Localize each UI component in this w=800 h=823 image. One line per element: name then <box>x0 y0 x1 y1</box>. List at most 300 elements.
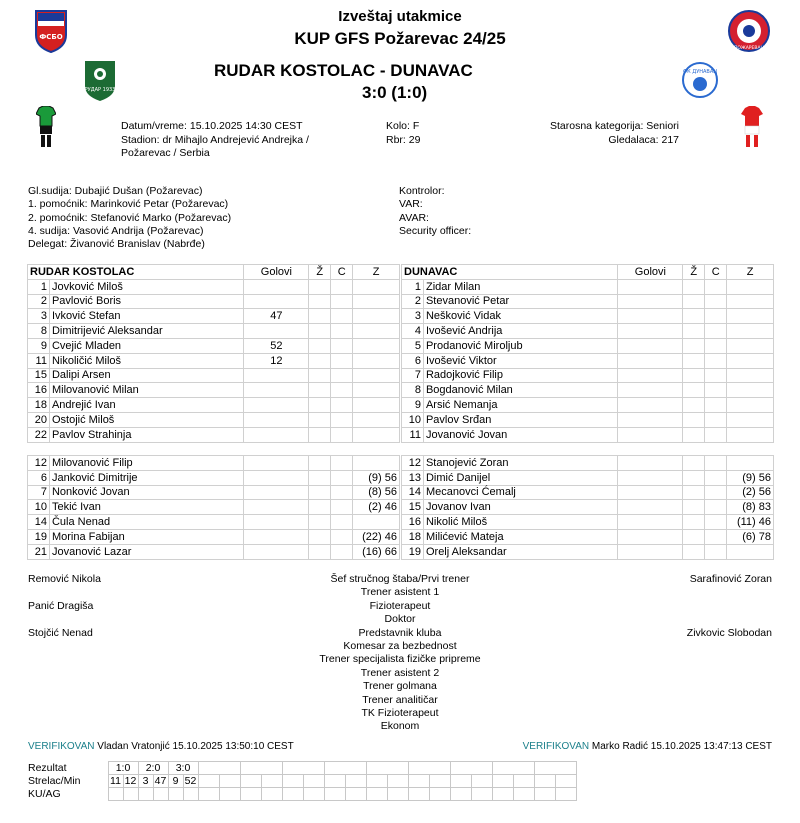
player-number: 4 <box>402 324 424 339</box>
player-second-yellow <box>331 294 353 309</box>
player-second-yellow <box>705 368 727 383</box>
player-row <box>28 485 400 500</box>
player-yellow-card <box>683 515 705 530</box>
player-yellow-card <box>683 368 705 383</box>
player-substitution <box>353 368 400 383</box>
officials-left <box>28 185 231 251</box>
official-delegate: Delegat: Živanović Branislav (Nabrđe) <box>28 238 205 251</box>
player-second-yellow <box>705 456 727 471</box>
away-club-logo-text: ФК ДУНАВАЦ <box>682 69 718 75</box>
player-substitution <box>727 398 774 413</box>
player-goals <box>618 368 683 383</box>
official-referee: Gl.sudija: Dubajić Dušan (Požarevac) <box>28 185 203 197</box>
goals-header: Golovi <box>618 265 683 280</box>
player-second-yellow <box>705 338 727 353</box>
away-kit-icon <box>741 106 763 148</box>
yellow-card-header: Ž <box>309 265 331 280</box>
player-name: Dimitrijević Aleksandar <box>49 324 244 339</box>
player-yellow-card <box>683 279 705 294</box>
player-goals: 47 <box>244 309 309 324</box>
ku-ag-row <box>28 788 576 801</box>
player-row <box>28 398 400 413</box>
player-name: Ostojić Miloš <box>49 412 244 427</box>
scorer-cell <box>534 775 555 788</box>
player-number: 9 <box>28 338 50 353</box>
player-substitution <box>353 294 400 309</box>
officials-right <box>399 185 471 238</box>
player-yellow-card <box>309 353 331 368</box>
player-row <box>28 383 400 398</box>
player-row <box>402 544 774 559</box>
player-goals <box>244 412 309 427</box>
player-name: Pavlović Boris <box>49 294 244 309</box>
ku-ag-cell <box>138 788 153 801</box>
player-second-yellow <box>331 515 353 530</box>
player-second-yellow <box>331 368 353 383</box>
result-score <box>240 762 282 775</box>
player-number: 11 <box>28 353 50 368</box>
scorer-cell <box>219 775 240 788</box>
home-verification <box>28 741 294 752</box>
player-number: 10 <box>28 500 50 515</box>
player-row <box>402 324 774 339</box>
player-yellow-card <box>683 398 705 413</box>
player-yellow-card <box>309 279 331 294</box>
player-substitution <box>727 544 774 559</box>
player-number: 16 <box>28 383 50 398</box>
player-name: Ivošević Andrija <box>423 324 617 339</box>
ku-ag-cell <box>387 788 408 801</box>
home-physio: Panić Dragiša <box>28 600 94 612</box>
player-yellow-card <box>683 383 705 398</box>
away-verified-label: VERIFIKOVAN <box>522 741 590 752</box>
player-row <box>28 470 400 485</box>
scorer-cell <box>471 775 492 788</box>
player-substitution: (6) 78 <box>727 529 774 544</box>
player-substitution: (9) 56 <box>727 470 774 485</box>
table-header-row <box>28 265 400 280</box>
player-goals <box>244 544 309 559</box>
player-second-yellow <box>331 324 353 339</box>
player-substitution: (22) 46 <box>352 529 399 544</box>
player-substitution <box>727 353 774 368</box>
result-score <box>324 762 366 775</box>
player-row <box>28 544 400 559</box>
player-goals <box>618 485 683 500</box>
player-second-yellow <box>705 398 727 413</box>
ku-ag-cell <box>303 788 324 801</box>
player-name: Radojković Filip <box>423 368 617 383</box>
player-yellow-card <box>683 500 705 515</box>
player-second-yellow <box>331 338 353 353</box>
player-number: 19 <box>28 529 50 544</box>
player-second-yellow <box>705 353 727 368</box>
player-number: 7 <box>28 485 50 500</box>
player-goals <box>618 470 683 485</box>
player-name: Nonković Jovan <box>49 485 244 500</box>
player-row <box>402 515 774 530</box>
match-score: 3:0 (1:0) <box>362 83 428 102</box>
player-substitution <box>727 412 774 427</box>
player-yellow-card <box>309 309 331 324</box>
home-subs-table <box>27 455 400 560</box>
player-yellow-card <box>309 515 331 530</box>
player-name: Pavlov Strahinja <box>49 427 244 442</box>
player-second-yellow <box>705 383 727 398</box>
ku-ag-cell <box>198 788 219 801</box>
result-grid-label: Rezultat <box>28 762 67 774</box>
player-yellow-card <box>683 456 705 471</box>
player-yellow-card <box>683 470 705 485</box>
player-substitution: (16) 66 <box>352 544 399 559</box>
player-second-yellow <box>331 398 353 413</box>
ku-ag-cell <box>123 788 138 801</box>
player-substitution <box>353 398 400 413</box>
scorer-cell: 3 <box>138 775 153 788</box>
player-row <box>402 398 774 413</box>
player-number: 15 <box>402 500 424 515</box>
away-club-logo <box>682 60 718 100</box>
player-second-yellow <box>705 427 727 442</box>
home-club-logo-text: РУДАР 1933 <box>84 87 116 93</box>
player-second-yellow <box>331 529 353 544</box>
result-score <box>450 762 492 775</box>
staff-role: Doktor <box>384 613 416 626</box>
match-title: RUDAR KOSTOLAC - DUNAVAC <box>214 61 473 80</box>
player-number: 21 <box>28 544 50 559</box>
player-number: 20 <box>28 412 50 427</box>
player-name: Arsić Nemanja <box>423 398 617 413</box>
player-second-yellow <box>705 500 727 515</box>
ku-ag-cell <box>534 788 555 801</box>
player-yellow-card <box>683 309 705 324</box>
player-yellow-card <box>309 529 331 544</box>
player-substitution <box>353 427 400 442</box>
player-goals <box>244 529 309 544</box>
player-second-yellow <box>705 470 727 485</box>
player-yellow-card <box>309 427 331 442</box>
player-substitution <box>727 427 774 442</box>
away-club-rep: Zivkovic Slobodan <box>686 627 772 639</box>
player-second-yellow <box>705 279 727 294</box>
player-goals <box>244 279 309 294</box>
player-row <box>402 470 774 485</box>
player-yellow-card <box>683 324 705 339</box>
player-substitution: (8) 56 <box>352 485 399 500</box>
player-substitution <box>353 309 400 324</box>
rbr: Rbr: 29 <box>386 134 421 146</box>
staff-role: Komesar za bezbednost <box>343 640 457 653</box>
age-category: Starosna kategorija: Seniori <box>550 120 679 132</box>
player-row <box>402 427 774 442</box>
player-name: Orelj Aleksandar <box>423 544 618 559</box>
player-yellow-card <box>309 383 331 398</box>
ku-ag-cell <box>324 788 345 801</box>
official-assistant-1: 1. pomoćnik: Marinković Petar (Požarevac) <box>28 198 229 211</box>
player-number: 14 <box>402 485 424 500</box>
player-row <box>28 456 400 471</box>
player-row <box>28 427 400 442</box>
player-goals <box>618 500 683 515</box>
ku-ag-cell <box>168 788 183 801</box>
scorer-cell <box>345 775 366 788</box>
result-score <box>366 762 408 775</box>
player-name: Milićević Mateja <box>423 529 618 544</box>
staff-role: TK Fizioterapeut <box>361 707 439 720</box>
scorer-row <box>28 775 576 788</box>
player-yellow-card <box>683 294 705 309</box>
player-yellow-card <box>683 353 705 368</box>
player-row <box>402 309 774 324</box>
staff-role: Predstavnik kluba <box>358 626 442 639</box>
player-name: Dimić Danijel <box>423 470 618 485</box>
player-substitution <box>352 515 399 530</box>
player-second-yellow <box>705 529 727 544</box>
ku-ag-cell <box>183 788 198 801</box>
official-controller: Kontrolor: <box>399 185 445 197</box>
player-yellow-card <box>309 398 331 413</box>
player-second-yellow <box>331 309 353 324</box>
staff-role: Trener golmana <box>363 680 437 693</box>
player-number: 1 <box>402 279 424 294</box>
spectators: Gledalaca: 217 <box>608 134 679 146</box>
player-yellow-card <box>683 485 705 500</box>
city-association-logo-text: ПОЖАРЕВАЦ <box>733 46 765 51</box>
away-starters-table <box>401 264 774 443</box>
away-head-coach: Sarafinović Zoran <box>689 573 772 585</box>
scorer-cell: 12 <box>124 775 137 787</box>
player-row <box>402 529 774 544</box>
ku-ag-cell <box>408 788 429 801</box>
yellow-card-header: Ž <box>683 265 705 280</box>
player-row <box>402 338 774 353</box>
player-number: 19 <box>402 544 424 559</box>
result-grid-label: Strelac/Min <box>28 775 81 787</box>
scorer-cell: 9 <box>168 775 183 788</box>
player-name: Dalipi Arsen <box>49 368 244 383</box>
player-goals <box>244 294 309 309</box>
result-score <box>198 762 240 775</box>
player-substitution <box>727 338 774 353</box>
player-row <box>402 383 774 398</box>
team-name: DUNAVAC <box>402 265 618 280</box>
player-name: Pavlov Srđan <box>423 412 617 427</box>
player-number: 18 <box>402 529 424 544</box>
scorer-cell <box>240 775 261 788</box>
goals-header: Golovi <box>244 265 309 280</box>
player-row <box>28 279 400 294</box>
player-number: 7 <box>402 368 424 383</box>
result-row <box>28 762 576 775</box>
player-number: 10 <box>402 412 424 427</box>
player-number: 8 <box>402 383 424 398</box>
player-number: 12 <box>402 456 424 471</box>
result-score <box>492 762 534 775</box>
player-row <box>402 500 774 515</box>
player-number: 8 <box>28 324 50 339</box>
stadium-line2: Požarevac / Serbia <box>121 147 210 159</box>
substitution-header: Z <box>353 265 400 280</box>
scorer-cell <box>261 775 282 788</box>
player-substitution <box>353 279 400 294</box>
player-yellow-card <box>683 427 705 442</box>
player-goals <box>244 470 309 485</box>
player-substitution <box>353 353 400 368</box>
second-yellow-header: C <box>331 265 353 280</box>
player-yellow-card <box>309 412 331 427</box>
player-substitution <box>352 456 399 471</box>
player-second-yellow <box>331 500 353 515</box>
player-name: Ivković Stefan <box>49 309 244 324</box>
player-goals <box>244 515 309 530</box>
staff-role: Trener analitičar <box>362 693 438 706</box>
player-yellow-card <box>683 544 705 559</box>
player-goals <box>244 456 309 471</box>
player-goals <box>618 456 683 471</box>
scorer-cell <box>555 775 576 788</box>
player-second-yellow <box>705 294 727 309</box>
player-goals <box>244 500 309 515</box>
scorer-cell <box>450 775 471 788</box>
second-yellow-header: C <box>705 265 727 280</box>
player-name: Milovanović Milan <box>49 383 244 398</box>
report-title: Izveštaj utakmice <box>338 8 462 25</box>
player-goals <box>618 529 683 544</box>
player-name: Prodanović Miroljub <box>423 338 617 353</box>
player-yellow-card <box>309 294 331 309</box>
player-number: 5 <box>402 338 424 353</box>
player-name: Morina Fabijan <box>49 529 244 544</box>
official-security: Security officer: <box>399 224 472 237</box>
player-substitution <box>353 412 400 427</box>
player-row <box>28 412 400 427</box>
player-second-yellow <box>705 324 727 339</box>
player-row <box>28 294 400 309</box>
player-name: Stanojević Zoran <box>423 456 618 471</box>
player-second-yellow <box>331 427 353 442</box>
home-verified-text: Vladan Vratonjić 15.10.2025 13:50:10 CEST <box>97 741 294 752</box>
scorer-cell <box>492 775 513 788</box>
player-goals <box>618 309 683 324</box>
home-club-logo <box>84 60 116 102</box>
player-row <box>402 279 774 294</box>
player-row <box>402 353 774 368</box>
player-name: Stevanović Petar <box>423 294 617 309</box>
home-starters-table <box>27 264 400 443</box>
player-number: 6 <box>402 353 424 368</box>
official-fourth: 4. sudija: Vasović Andrija (Požarevac) <box>28 224 204 237</box>
away-verified-text: Marko Radić 15.10.2025 13:47:13 CEST <box>591 741 772 752</box>
result-score: 1:0 <box>108 762 138 775</box>
player-substitution: (9) 56 <box>352 470 399 485</box>
ku-ag-cell <box>282 788 303 801</box>
player-name: Bogdanović Milan <box>423 383 617 398</box>
player-goals <box>244 383 309 398</box>
player-row <box>28 515 400 530</box>
player-yellow-card <box>683 529 705 544</box>
player-substitution <box>353 324 400 339</box>
home-club-rep: Stojčić Nenad <box>28 627 93 639</box>
ku-ag-cell <box>153 788 168 801</box>
player-name: Jovković Miloš <box>49 279 244 294</box>
player-number: 11 <box>402 427 424 442</box>
player-row <box>28 368 400 383</box>
away-verification <box>523 741 772 752</box>
player-second-yellow <box>331 544 353 559</box>
player-name: Milovanović Filip <box>49 456 244 471</box>
player-goals <box>244 427 309 442</box>
player-substitution <box>727 294 774 309</box>
player-second-yellow <box>331 485 353 500</box>
stadium-line1: Stadion: dr Mihajlo Andrejević Andrejka / <box>121 134 309 146</box>
competition-title: KUP GFS Požarevac 24/25 <box>294 29 506 48</box>
ku-ag-cell <box>555 788 576 801</box>
player-goals <box>618 515 683 530</box>
ku-ag-cell <box>471 788 492 801</box>
player-substitution: (2) 46 <box>352 500 399 515</box>
ku-ag-cell <box>366 788 387 801</box>
player-name: Nikolić Miloš <box>423 515 618 530</box>
player-yellow-card <box>309 485 331 500</box>
player-name: Cvejić Mladen <box>49 338 244 353</box>
player-goals <box>244 368 309 383</box>
player-goals <box>618 279 683 294</box>
player-goals <box>618 412 683 427</box>
player-yellow-card <box>309 324 331 339</box>
scorer-cell <box>198 775 219 788</box>
player-number: 3 <box>28 309 50 324</box>
scorer-cell <box>366 775 387 788</box>
staff-role: Ekonom <box>380 720 420 733</box>
player-goals <box>244 485 309 500</box>
scorer-cell <box>408 775 429 788</box>
player-goals <box>618 353 683 368</box>
result-score: 3:0 <box>168 762 198 775</box>
player-substitution <box>727 279 774 294</box>
player-number: 15 <box>28 368 50 383</box>
staff-role: Fizioterapeut <box>369 599 431 612</box>
player-row <box>28 309 400 324</box>
result-grid-label: KU/AG <box>28 788 61 800</box>
player-row <box>28 529 400 544</box>
player-second-yellow <box>331 279 353 294</box>
player-row <box>402 412 774 427</box>
official-var: VAR: <box>399 198 423 211</box>
staff-role: Trener specijalista fizičke pripreme <box>319 653 481 666</box>
staff-role: Šef stručnog štaba/Prvi trener <box>330 573 470 585</box>
ku-ag-cell <box>261 788 282 801</box>
player-goals <box>244 324 309 339</box>
player-substitution <box>353 383 400 398</box>
player-second-yellow <box>331 383 353 398</box>
player-substitution <box>727 456 774 471</box>
player-name: Mecanovci Ćemalj <box>423 485 618 500</box>
team-name: RUDAR KOSTOLAC <box>28 265 244 280</box>
player-substitution <box>727 368 774 383</box>
player-row <box>402 294 774 309</box>
player-goals <box>618 427 683 442</box>
player-second-yellow <box>705 412 727 427</box>
player-number: 9 <box>402 398 424 413</box>
scorer-cell <box>303 775 324 788</box>
player-name: Jovanović Lazar <box>49 544 244 559</box>
ku-ag-cell <box>492 788 513 801</box>
player-yellow-card <box>683 338 705 353</box>
staff-roles <box>250 573 550 734</box>
player-goals <box>618 398 683 413</box>
player-row <box>28 338 400 353</box>
official-assistant-2: 2. pomoćnik: Stefanović Marko (Požarevac) <box>28 211 232 224</box>
